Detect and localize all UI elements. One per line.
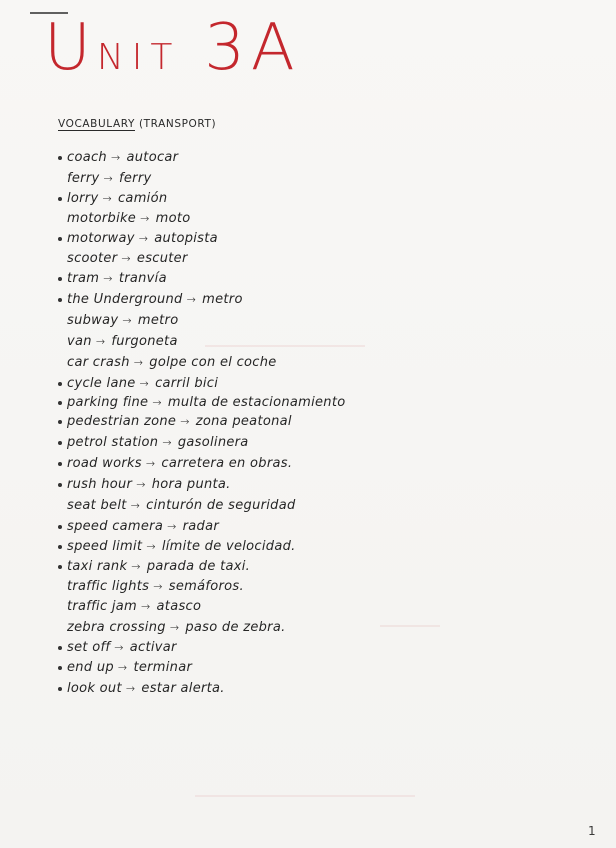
bullet-dot-icon — [58, 197, 62, 201]
vocabulary-entry — [67, 211, 191, 226]
title-number: 3A — [204, 11, 301, 85]
bleed-through-mark — [205, 345, 365, 347]
arrow-icon: → — [136, 478, 146, 491]
vocabulary-translation: escuter — [136, 251, 188, 266]
vocabulary-translation: ferry — [119, 171, 152, 186]
vocabulary-entry — [58, 435, 249, 450]
vocabulary-entry — [67, 251, 188, 266]
bullet-dot-icon — [58, 382, 62, 386]
vocabulary-entry — [67, 620, 286, 635]
vocabulary-translation: furgoneta — [111, 334, 178, 349]
vocabulary-entry — [58, 191, 167, 206]
vocabulary-term: coach — [67, 150, 107, 165]
vocabulary-translation: radar — [182, 519, 219, 534]
vocabulary-translation: estar alerta. — [141, 681, 225, 696]
vocabulary-term: car crash — [67, 355, 130, 370]
bullet-dot-icon — [58, 401, 62, 405]
arrow-icon: → — [146, 540, 156, 553]
bullet-dot-icon — [58, 646, 62, 650]
vocabulary-entry — [67, 579, 244, 594]
vocabulary-term: petrol station — [67, 435, 159, 450]
vocabulary-entry — [58, 456, 292, 471]
vocabulary-term: set off — [67, 640, 111, 655]
vocabulary-term: end up — [67, 660, 114, 675]
arrow-icon: → — [169, 621, 180, 634]
vocabulary-entry — [67, 355, 277, 370]
vocabulary-translation: multa de estacionamiento — [167, 395, 346, 410]
vocabulary-translation: semáforos. — [168, 579, 244, 594]
bullet-dot-icon — [58, 298, 62, 302]
bullet-dot-icon — [58, 666, 62, 670]
heading-main: VOCABULARY — [58, 118, 135, 130]
vocabulary-term: look out — [67, 681, 122, 696]
bleed-through-mark — [195, 795, 415, 797]
vocabulary-entry — [58, 477, 231, 492]
vocabulary-entry — [67, 599, 201, 614]
bullet-dot-icon — [58, 420, 62, 424]
arrow-icon: → — [133, 356, 144, 369]
vocabulary-term: traffic lights — [67, 579, 150, 594]
page-number: 1 — [588, 824, 596, 838]
vocabulary-entry — [58, 414, 292, 429]
vocabulary-entry — [58, 231, 218, 246]
vocabulary-translation: carril bici — [155, 376, 219, 391]
arrow-icon: → — [139, 377, 150, 390]
arrow-icon: → — [117, 661, 128, 674]
vocabulary-heading — [58, 118, 216, 130]
vocabulary-entry — [58, 559, 250, 574]
arrow-icon: → — [141, 600, 151, 613]
vocabulary-term: taxi rank — [67, 559, 128, 574]
vocabulary-term: speed camera — [67, 519, 164, 534]
vocabulary-translation: zona peatonal — [195, 414, 292, 429]
vocabulary-translation: carretera en obras. — [161, 456, 293, 471]
vocabulary-term: ferry — [67, 171, 100, 186]
bullet-dot-icon — [58, 237, 62, 241]
arrow-icon: → — [130, 499, 141, 512]
vocabulary-entry — [58, 539, 296, 554]
vocabulary-term: parking fine — [67, 395, 149, 410]
vocabulary-entry — [58, 292, 243, 307]
vocabulary-entry — [67, 171, 151, 186]
arrow-icon: → — [138, 232, 149, 245]
bullet-dot-icon — [58, 156, 62, 160]
vocabulary-translation: gasolinera — [177, 435, 249, 450]
vocabulary-entry — [58, 271, 167, 286]
arrow-icon: → — [110, 151, 121, 164]
vocabulary-translation: metro — [202, 292, 243, 307]
arrow-icon: → — [103, 272, 113, 285]
heading-sub: (TRANSPORT) — [138, 118, 217, 130]
arrow-icon: → — [167, 520, 177, 533]
vocabulary-term: the Underground — [67, 292, 183, 307]
arrow-icon: → — [180, 415, 190, 428]
vocabulary-term: seat belt — [67, 498, 127, 513]
vocabulary-entry — [58, 640, 177, 655]
vocabulary-entry — [67, 334, 178, 349]
arrow-icon: → — [125, 682, 136, 695]
bleed-through-mark — [380, 625, 440, 627]
vocabulary-translation: autopista — [154, 231, 218, 246]
vocabulary-translation: límite de velocidad. — [161, 539, 296, 554]
bullet-dot-icon — [58, 545, 62, 549]
title-initial: U — [44, 11, 97, 85]
vocabulary-term: speed limit — [67, 539, 143, 554]
vocabulary-translation: tranvía — [118, 271, 167, 286]
vocabulary-entry — [58, 150, 178, 165]
arrow-icon: → — [153, 580, 163, 593]
vocabulary-entry — [67, 313, 178, 328]
vocabulary-translation: cinturón de seguridad — [146, 498, 296, 513]
arrow-icon: → — [121, 252, 131, 265]
vocabulary-term: cycle lane — [67, 376, 136, 391]
title-rest: NIT — [96, 37, 181, 78]
arrow-icon: → — [152, 396, 162, 409]
vocabulary-term: rush hour — [67, 477, 133, 492]
bullet-dot-icon — [58, 277, 62, 281]
vocabulary-term: motorway — [67, 231, 135, 246]
vocabulary-translation: paso de zebra. — [185, 620, 286, 635]
arrow-icon: → — [186, 293, 197, 306]
vocabulary-entry — [58, 681, 225, 696]
vocabulary-entry — [58, 660, 192, 675]
vocabulary-translation: hora punta. — [151, 477, 231, 492]
vocabulary-translation: atasco — [156, 599, 202, 614]
arrow-icon: → — [145, 457, 156, 470]
bullet-dot-icon — [58, 687, 62, 691]
vocabulary-translation: autocar — [126, 150, 179, 165]
arrow-icon: → — [103, 172, 113, 185]
vocabulary-term: road works — [67, 456, 142, 471]
vocabulary-term: zebra crossing — [67, 620, 166, 635]
vocabulary-term: motorbike — [67, 211, 137, 226]
vocabulary-term: lorry — [67, 191, 99, 206]
vocabulary-term: traffic jam — [67, 599, 137, 614]
vocabulary-term: tram — [67, 271, 100, 286]
arrow-icon: → — [114, 641, 124, 654]
bullet-dot-icon — [58, 483, 62, 487]
vocabulary-term: pedestrian zone — [67, 414, 177, 429]
arrow-icon: → — [131, 560, 141, 573]
bullet-dot-icon — [58, 565, 62, 569]
vocabulary-translation: moto — [155, 211, 191, 226]
arrow-icon: → — [95, 335, 106, 348]
arrow-icon: → — [162, 436, 172, 449]
vocabulary-term: subway — [67, 313, 119, 328]
bullet-dot-icon — [58, 525, 62, 529]
unit-title — [44, 11, 301, 85]
bullet-dot-icon — [58, 462, 62, 466]
vocabulary-translation: terminar — [133, 660, 193, 675]
vocabulary-translation: parada de taxi. — [146, 559, 251, 574]
vocabulary-entry — [67, 498, 296, 513]
vocabulary-translation: camión — [117, 191, 168, 206]
arrow-icon: → — [122, 314, 132, 327]
vocabulary-entry — [58, 395, 346, 410]
arrow-icon: → — [102, 192, 112, 205]
arrow-icon: → — [140, 212, 150, 225]
vocabulary-translation: metro — [137, 313, 179, 328]
vocabulary-translation: golpe con el coche — [149, 355, 277, 370]
vocabulary-entry — [58, 519, 219, 534]
vocabulary-term: scooter — [67, 251, 118, 266]
vocabulary-translation: activar — [129, 640, 177, 655]
vocabulary-term: van — [67, 334, 92, 349]
vocabulary-entry — [58, 376, 218, 391]
bullet-dot-icon — [58, 441, 62, 445]
